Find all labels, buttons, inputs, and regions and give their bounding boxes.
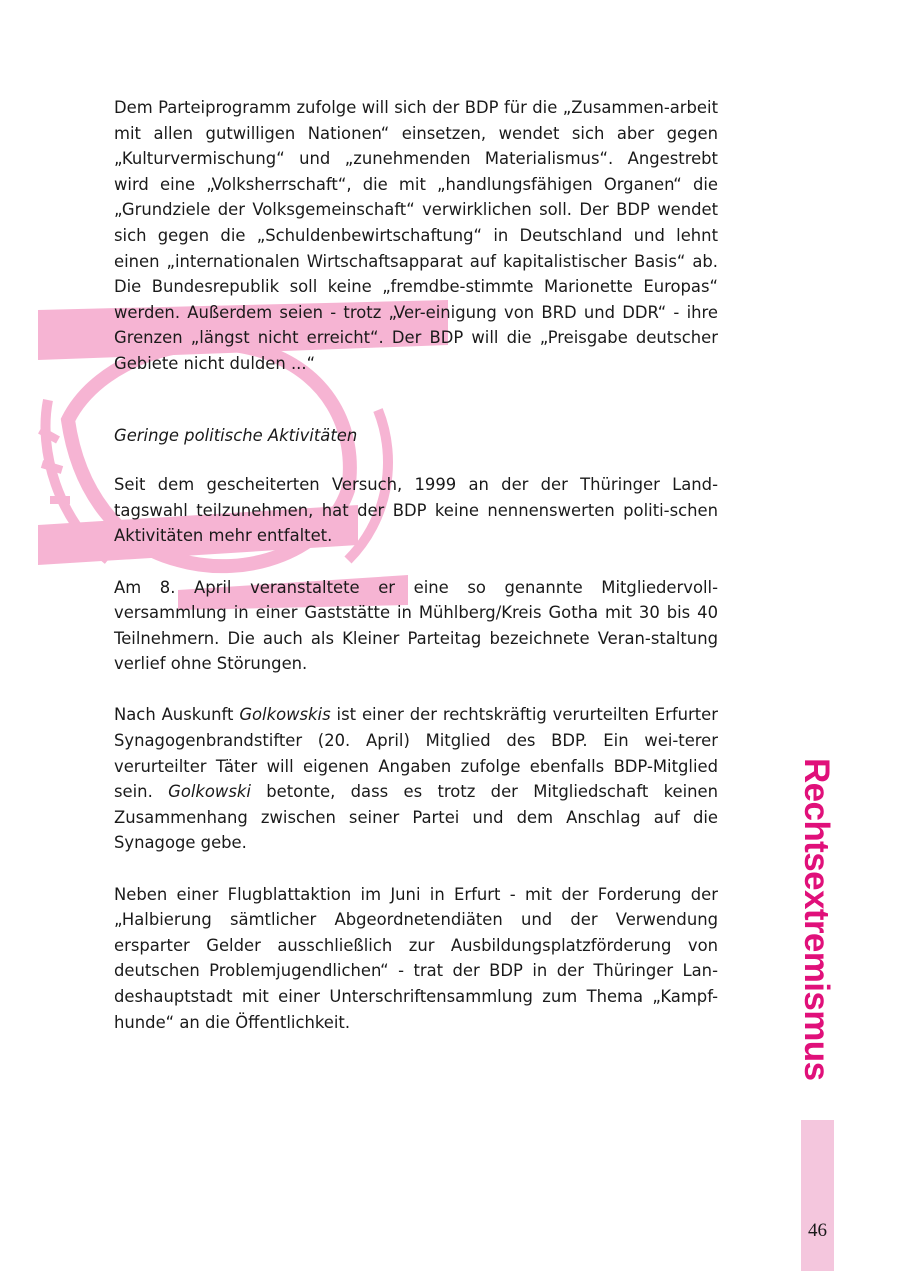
paragraph-synagogue-arson bbox=[114, 702, 718, 856]
section-side-title bbox=[796, 758, 836, 1081]
text-segment: betonte, dass es trotz der Mitgliedschaft keinen Zusammenhang zwischen seiner Partei und dem Anschlag auf die Synagoge gebe. bbox=[114, 782, 718, 853]
main-text bbox=[114, 95, 718, 1035]
person-name: Golkowskis bbox=[239, 705, 331, 725]
paragraph-flyer-campaign: Neben einer Flugblattaktion im Juni in Erfurt - mit der Forderung der „Halbierung sämtlicher Abgeordnetendiäten und der Verwendung ersparter Gelder ausschließlich zur Ausbildungsplatzförderung von deutschen Problemjugendlichen“ - trat der BDP in der Thüringer Lan-deshauptstadt mit einer Unterschriftensammlung zum Thema „Kampf-hunde“ an die Öffentlichkeit. bbox=[114, 884, 718, 1032]
paragraph-member-assembly: Am 8. April veranstaltete er eine so genannte Mitgliedervoll-versammlung in einer Gaststätte in Mühlberg/Kreis Gotha mit 30 bis 40 Teilnehmern. Die auch als Kleiner Parteitag bezeichnete Veran-staltung verlief ohne Störungen. bbox=[114, 577, 718, 674]
text-segment: Nach Auskunft bbox=[114, 705, 240, 725]
page-tab bbox=[801, 1120, 834, 1271]
person-name: Golkowski bbox=[168, 782, 251, 802]
page-number: 46 bbox=[808, 1220, 827, 1241]
section-heading: Geringe politische Aktivitäten bbox=[114, 425, 358, 445]
section-title-text: Rechtsextremismus bbox=[797, 758, 836, 1081]
text-segment: ist einer der rechtskräftig verurteilten Erfurter Synagogenbrandstifter (20. April) Mitglied des BDP. Ein wei-terer verurteilter Täter will eigenen Angaben zufolge ebenfalls BDP-Mitglied sein. bbox=[114, 705, 718, 802]
paragraph-party-program: Dem Parteiprogramm zufolge will sich der BDP für die „Zusammen-arbeit mit allen gutwilligen Nationen“ einsetzen, wendet sich aber gegen „Kulturvermischung“ und „zunehmenden Materialismus“. Angestrebt wird eine „Volksherrschaft“, die mit „handlungsfähigen Organen“ die „Grundziele der Volksgemeinschaft“ verwirklichen soll. Der BDP wendet sich gegen die „Schuldenbewirtschaftung“ in Deutschland und lehnt einen „internationalen Wirtschaftsapparat auf kapitalistischer Basis“ ab. Die Bundesrepublik soll keine „fremdbe-stimmte Marionette Europas“ werden. Außerdem seien - trotz „Ver-einigung von BRD und DDR“ - ihre Grenzen „längst nicht erreicht“. Der BDP will die „Preisgabe deutscher Gebiete nicht dulden ...“ bbox=[114, 98, 718, 373]
paragraph-failed-election: Seit dem gescheiterten Versuch, 1999 an der der Thüringer Land-tagswahl teilzunehmen, hat der BDP keine nennenswerten politi-schen Aktivitäten mehr entfaltet. bbox=[114, 475, 718, 546]
